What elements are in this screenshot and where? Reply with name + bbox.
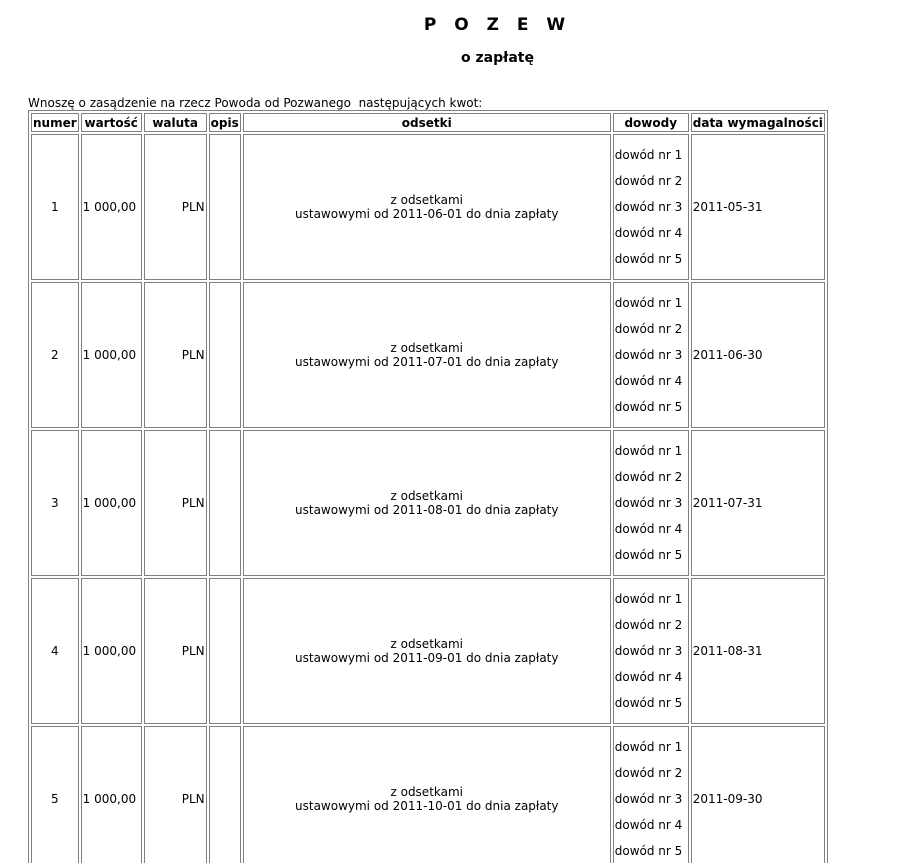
interest-line: z odsetkami xyxy=(390,341,464,355)
header-due-date: data wymagalności xyxy=(691,113,825,132)
cell-number: 3 xyxy=(31,430,79,576)
cell-evidence xyxy=(613,578,689,724)
evidence-item: dowód nr 1 xyxy=(614,148,683,162)
interest-period: ustawowymi od 2011-09-01 do dnia zapłaty xyxy=(295,651,559,665)
cell-due-date: 2011-09-30 xyxy=(691,726,825,863)
header-number: numer xyxy=(31,113,79,132)
cell-value: 1 000,00 xyxy=(81,134,142,280)
interest-period: ustawowymi od 2011-10-01 do dnia zapłaty xyxy=(295,799,559,813)
cell-interest xyxy=(243,726,611,863)
cell-evidence xyxy=(613,282,689,428)
cell-currency: PLN xyxy=(144,430,207,576)
cell-value: 1 000,00 xyxy=(81,430,142,576)
evidence-item: dowód nr 4 xyxy=(614,374,683,388)
cell-description xyxy=(209,430,241,576)
evidence-item: dowód nr 1 xyxy=(614,592,683,606)
evidence-list xyxy=(615,740,687,858)
table-header-row xyxy=(31,113,825,132)
cell-currency: PLN xyxy=(144,282,207,428)
evidence-item: dowód nr 3 xyxy=(614,348,683,362)
cell-number: 5 xyxy=(31,726,79,863)
evidence-item: dowód nr 2 xyxy=(614,618,683,632)
cell-interest xyxy=(243,282,611,428)
header-interest: odsetki xyxy=(243,113,611,132)
cell-value: 1 000,00 xyxy=(81,578,142,724)
interest-line: z odsetkami xyxy=(390,489,464,503)
interest-line: z odsetkami xyxy=(390,193,464,207)
table-row xyxy=(31,134,825,280)
document-title: P O Z E W xyxy=(423,15,572,35)
cell-value: 1 000,00 xyxy=(81,726,142,863)
table-body xyxy=(31,134,825,863)
cell-due-date: 2011-08-31 xyxy=(691,578,825,724)
cell-description xyxy=(209,134,241,280)
evidence-item: dowód nr 1 xyxy=(614,444,683,458)
evidence-item: dowód nr 2 xyxy=(614,470,683,484)
evidence-list xyxy=(615,592,687,710)
claims-table xyxy=(28,110,828,863)
interest-period: ustawowymi od 2011-08-01 do dnia zapłaty xyxy=(295,503,559,517)
interest-period: ustawowymi od 2011-07-01 do dnia zapłaty xyxy=(295,355,559,369)
evidence-item: dowód nr 4 xyxy=(614,670,683,684)
cell-description xyxy=(209,282,241,428)
evidence-item: dowód nr 3 xyxy=(614,792,683,806)
cell-interest xyxy=(243,430,611,576)
cell-description xyxy=(209,726,241,863)
header-currency: waluta xyxy=(144,113,207,132)
cell-currency: PLN xyxy=(144,134,207,280)
cell-due-date: 2011-06-30 xyxy=(691,282,825,428)
cell-number: 4 xyxy=(31,578,79,724)
cell-interest xyxy=(243,578,611,724)
evidence-item: dowód nr 4 xyxy=(614,818,683,832)
cell-description xyxy=(209,578,241,724)
document-subtitle: o zapłatę xyxy=(461,50,534,66)
evidence-list xyxy=(615,148,687,266)
cell-evidence xyxy=(613,134,689,280)
evidence-item: dowód nr 4 xyxy=(614,522,683,536)
table-row xyxy=(31,726,825,863)
cell-number: 1 xyxy=(31,134,79,280)
evidence-item: dowód nr 5 xyxy=(614,548,683,562)
evidence-list xyxy=(615,444,687,562)
evidence-item: dowód nr 2 xyxy=(614,766,683,780)
evidence-item: dowód nr 5 xyxy=(614,400,683,414)
cell-interest xyxy=(243,134,611,280)
evidence-item: dowód nr 3 xyxy=(614,200,683,214)
evidence-item: dowód nr 1 xyxy=(614,296,683,310)
table-row xyxy=(31,430,825,576)
evidence-item: dowód nr 5 xyxy=(614,696,683,710)
intro-text: Wnoszę o zasądzenie na rzecz Powoda od Pozwanego następujących kwot: xyxy=(28,96,483,110)
table-row xyxy=(31,282,825,428)
header-value: wartość xyxy=(81,113,142,132)
evidence-item: dowód nr 1 xyxy=(614,740,683,754)
evidence-item: dowód nr 5 xyxy=(614,844,683,858)
evidence-item: dowód nr 3 xyxy=(614,496,683,510)
table-row xyxy=(31,578,825,724)
interest-line: z odsetkami xyxy=(390,637,464,651)
evidence-item: dowód nr 2 xyxy=(614,174,683,188)
cell-currency: PLN xyxy=(144,578,207,724)
evidence-item: dowód nr 5 xyxy=(614,252,683,266)
cell-evidence xyxy=(613,430,689,576)
header-evidence: dowody xyxy=(613,113,689,132)
evidence-list xyxy=(615,296,687,414)
evidence-item: dowód nr 2 xyxy=(614,322,683,336)
cell-number: 2 xyxy=(31,282,79,428)
interest-period: ustawowymi od 2011-06-01 do dnia zapłaty xyxy=(295,207,559,221)
evidence-item: dowód nr 4 xyxy=(614,226,683,240)
cell-value: 1 000,00 xyxy=(81,282,142,428)
cell-due-date: 2011-05-31 xyxy=(691,134,825,280)
cell-currency: PLN xyxy=(144,726,207,863)
cell-evidence xyxy=(613,726,689,863)
header-description: opis xyxy=(209,113,241,132)
evidence-item: dowód nr 3 xyxy=(614,644,683,658)
interest-line: z odsetkami xyxy=(390,785,464,799)
cell-due-date: 2011-07-31 xyxy=(691,430,825,576)
